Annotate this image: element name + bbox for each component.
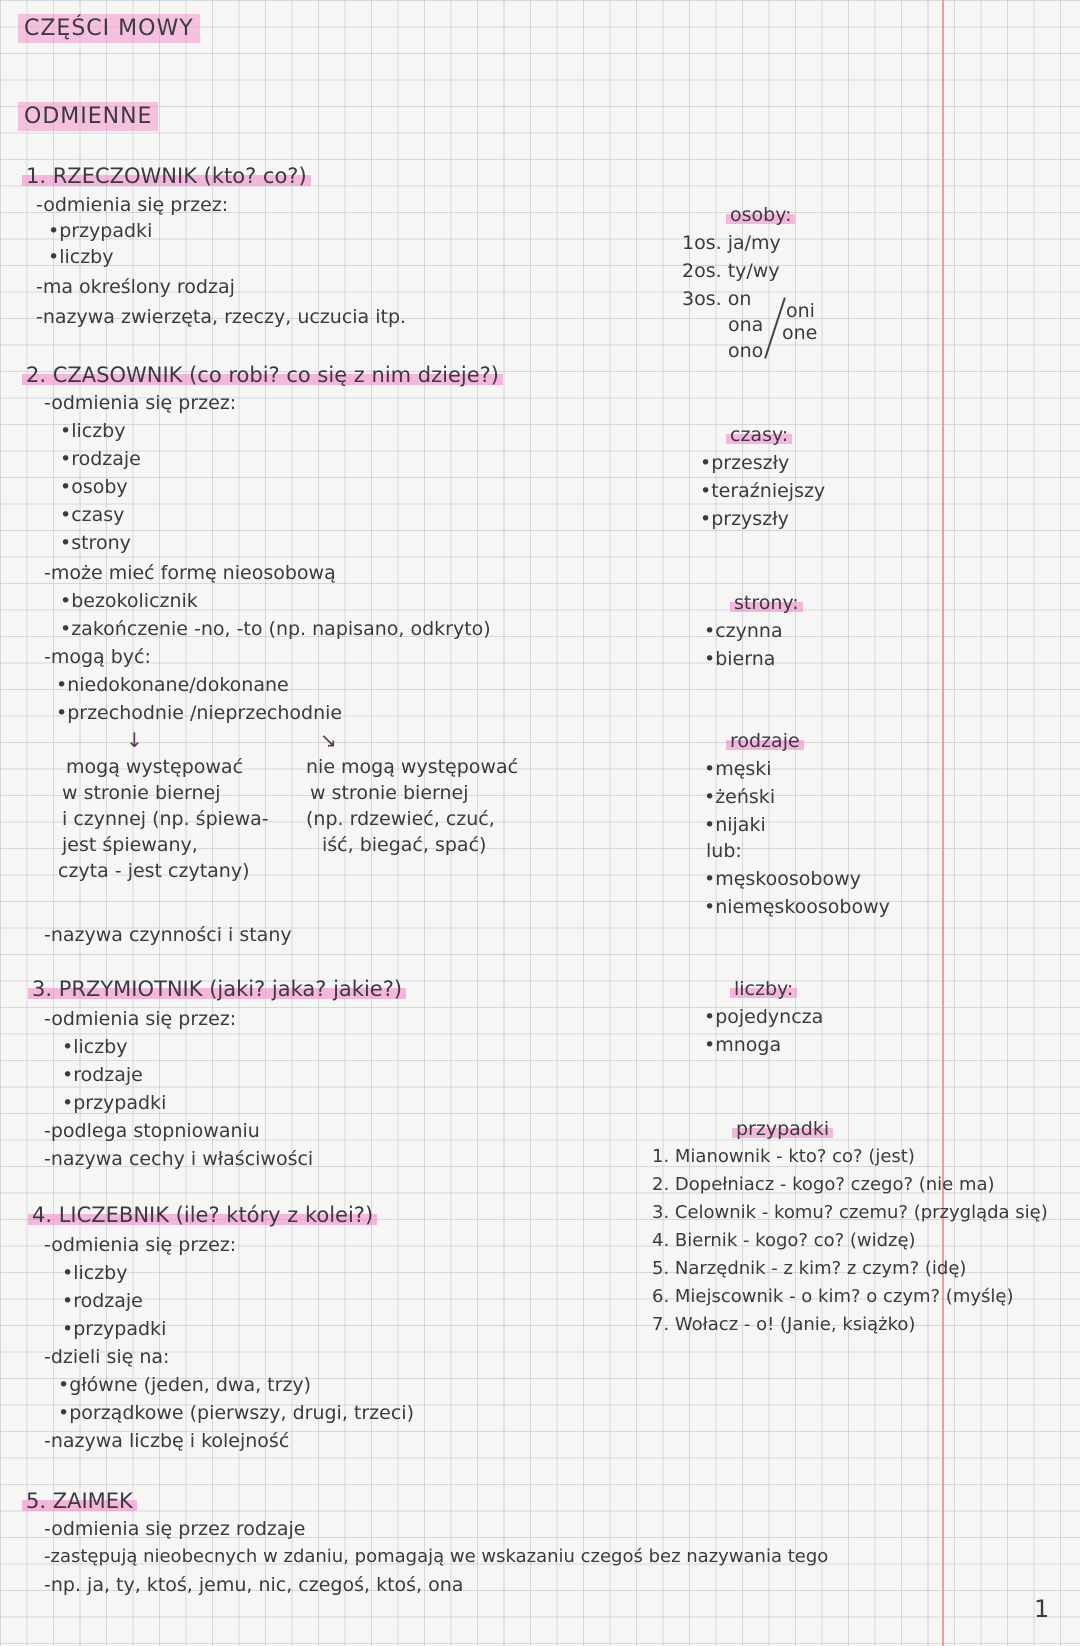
s2-line: -mogą być: [44,646,151,668]
s2-line: •strony [60,532,131,554]
s2-line: •liczby [60,420,126,442]
czasy-item: •przeszły [700,452,790,474]
s4-line: •przypadki [62,1318,167,1340]
s3-line: •rodzaje [62,1064,143,1086]
s4-line: •porządkowe (pierwszy, drugi, trzeci) [58,1402,414,1424]
osoby-row: ono [728,340,764,362]
s4-line: -dzieli się na: [44,1346,170,1368]
s1-line: •liczby [48,246,114,268]
s3-line: •przypadki [62,1092,167,1114]
s3-line: -nazywa cechy i właściwości [44,1148,314,1170]
s1-line: -nazywa zwierzęta, rzeczy, uczucia itp. [36,306,407,328]
s2-line: •osoby [60,476,128,498]
page-subtitle: ODMIENNE [18,106,158,128]
arrow-down-icon: ↓ [126,728,143,752]
przypadki-item: 5. Narzędnik - z kim? z czym? (idę) [652,1258,967,1279]
section-zaimek-heading: 5. ZAIMEK [22,1490,137,1512]
strony-item: •bierna [704,648,776,670]
osoby-row: oni [786,300,815,322]
s2-line: •rodzaje [60,448,141,470]
s2-line: •niedokonane/dokonane [56,674,289,696]
przypadki-item: 2. Dopełniacz - kogo? czego? (nie ma) [652,1174,995,1195]
przypadki-item: 7. Wołacz - o! (Janie, książko) [652,1314,916,1335]
strony-title: strony: [730,592,803,614]
czasy-item: •przyszły [700,508,789,530]
osoby-row: 3os. on [682,288,752,310]
przypadki-item: 3. Celownik - komu? czemu? (przygląda się) [652,1202,1048,1223]
s4-line: •rodzaje [62,1290,143,1312]
s5-line: -zastępują nieobecnych w zdaniu, pomagają we wskazaniu czegoś bez nazywania tego [44,1546,829,1567]
s2-right-note: w stronie biernej [310,782,469,804]
s2-left-note: mogą występować [66,756,244,778]
s2-left-note: w stronie biernej [62,782,221,804]
s2-left-note: czyta - jest czytany) [58,860,250,882]
s3-line: •liczby [62,1036,128,1058]
s3-line: -podlega stopniowaniu [44,1120,260,1142]
osoby-row: one [782,322,818,344]
s4-line: -odmienia się przez: [44,1234,237,1256]
s4-line: •główne (jeden, dwa, trzy) [58,1374,312,1396]
s4-line: -nazywa liczbę i kolejność [44,1430,290,1452]
przypadki-title: przypadki [732,1118,833,1140]
s3-line: -odmienia się przez: [44,1008,237,1030]
section-liczebnik-heading: 4. LICZEBNIK (ile? który z kolei?) [28,1204,377,1226]
liczby-title: liczby: [730,978,797,1000]
osoby-row: ona [728,314,764,336]
rodzaje-title: rodzaje [726,730,804,752]
przypadki-item: 4. Biernik - kogo? co? (widzę) [652,1230,916,1251]
osoby-row: 1os. ja/my [682,232,781,254]
osoby-title: osoby: [726,204,795,226]
s2-right-note: (np. rdzewieć, czuć, [306,808,495,830]
rodzaje-item: lub: [706,840,742,862]
arrow-down-right-icon: ↘ [320,728,337,752]
s2-line: •zakończenie -no, -to (np. napisano, odkryto) [60,618,491,640]
section-czasownik-heading: 2. CZASOWNIK (co robi? co się z nim dzieje?) [22,364,503,386]
osoby-row: 2os. ty/wy [682,260,780,282]
section-przymiotnik-heading: 3. PRZYMIOTNIK (jaki? jaka? jakie?) [28,978,406,1000]
s5-line: -odmienia się przez rodzaje [44,1518,306,1540]
s2-line: •bezokolicznik [60,590,198,612]
rodzaje-item: •męski [704,758,772,780]
s1-line: •przypadki [48,220,153,242]
page-title: CZĘŚCI MOWY [18,18,200,40]
czasy-item: •teraźniejszy [700,480,826,502]
s2-left-note: jest śpiewany, [62,834,198,856]
page-number: 1 [1034,1595,1050,1623]
s2-line: •przechodnie /nieprzechodnie [56,702,343,724]
s4-line: •liczby [62,1262,128,1284]
czasy-title: czasy: [726,424,792,446]
rodzaje-item: •męskoosobowy [704,868,861,890]
section-rzeczownik-heading: 1. RZECZOWNIK (kto? co?) [22,165,311,187]
s2-line: -odmienia się przez: [44,392,237,414]
s1-line: -ma określony rodzaj [36,276,235,298]
s1-line: -odmienia się przez: [36,194,229,216]
s5-line: -np. ja, ty, ktoś, jemu, nic, czegoś, ktoś, ona [44,1574,464,1596]
s2-line: -nazywa czynności i stany [44,924,292,946]
margin-line [942,0,944,1646]
przypadki-item: 6. Miejscownik - o kim? o czym? (myślę) [652,1286,1014,1307]
s2-right-note: iść, biegać, spać) [322,834,487,856]
s2-left-note: i czynnej (np. śpiewa- [62,808,269,830]
strony-item: •czynna [704,620,783,642]
liczby-item: •mnoga [704,1034,782,1056]
rodzaje-item: •niemęskoosobowy [704,896,890,918]
s2-right-note: nie mogą występować [306,756,519,778]
s2-line: •czasy [60,504,125,526]
przypadki-item: 1. Mianownik - kto? co? (jest) [652,1146,915,1167]
s2-line: -może mieć formę nieosobową [44,562,336,584]
liczby-item: •pojedyncza [704,1006,824,1028]
rodzaje-item: •żeński [704,786,776,808]
rodzaje-item: •nijaki [704,814,766,836]
